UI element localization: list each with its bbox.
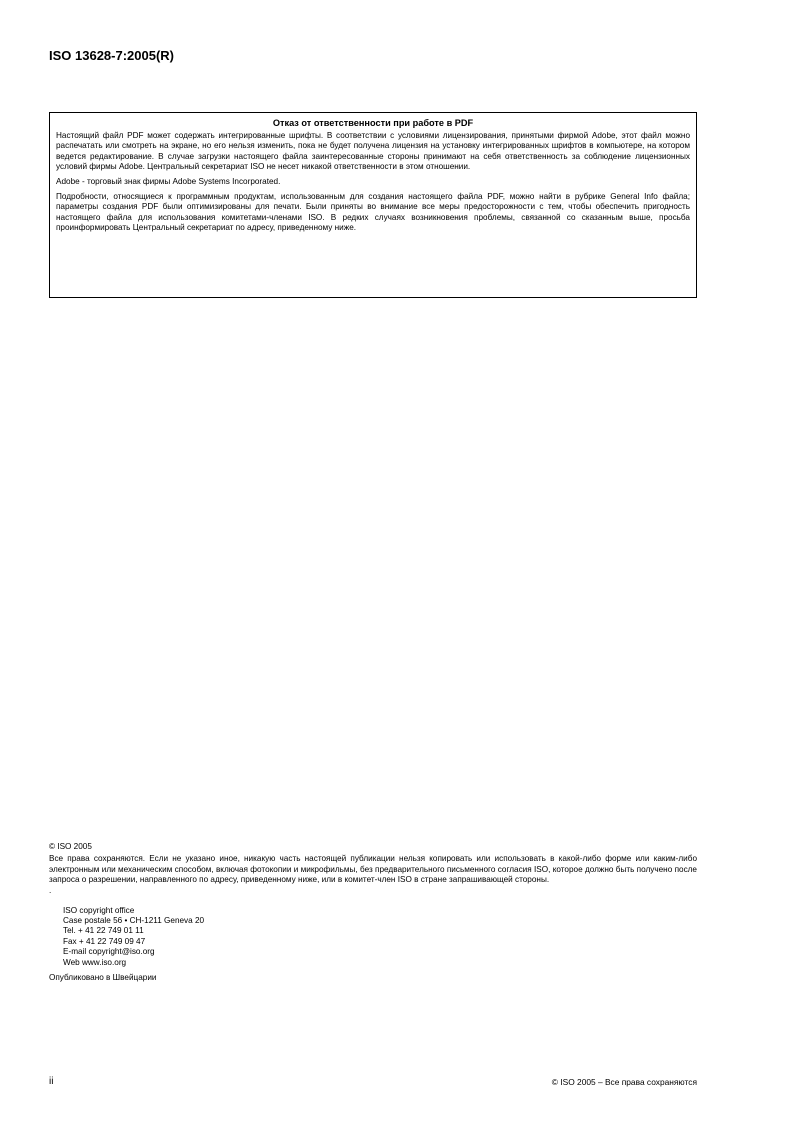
copyright-block — [49, 842, 697, 983]
disclaimer-title: Отказ от ответственности при работе в PDF — [272, 118, 474, 128]
copyright-line: © ISO 2005 — [49, 842, 92, 851]
separator-dot: . — [49, 885, 52, 895]
page-number: ii — [49, 1076, 54, 1087]
document-id: ISO 13628-7:2005(R) — [49, 48, 175, 63]
copyright-office-address — [63, 906, 697, 968]
address-fax: Fax + 41 22 749 09 47 — [63, 936, 146, 946]
pdf-disclaimer-box — [49, 112, 697, 298]
address-postal: Case postale 56 • CH-1211 Geneva 20 — [63, 916, 205, 926]
disclaimer-paragraph-trademark: Adobe - торговый знак фирмы Adobe Systems Incorporated. — [56, 177, 281, 187]
rights-reserved-text: Все права сохраняются. Если не указано иное, никакую часть настоящей публикации нельзя копировать или использовать в какой-либо форме или каким-либо электронным или механическим способом, включая фотокопии и микрофильмы, без предварительного письменного согласия ISO, которое должно быть получено после запроса о разрешении, направленного по адресу, приведенному ниже, или в комитет-член ISO в стране запрашивающей стороны. — [49, 854, 697, 885]
address-email: E-mail copyright@iso.org — [63, 947, 155, 957]
footer-copyright: © ISO 2005 – Все права сохраняются — [551, 1077, 697, 1087]
address-office: ISO copyright office — [63, 905, 135, 915]
address-web: Web www.iso.org — [63, 957, 127, 967]
address-tel: Tel. + 41 22 749 01 11 — [63, 926, 144, 936]
published-in: Опубликовано в Швейцарии — [49, 972, 157, 982]
disclaimer-paragraph-details: Подробности, относящиеся к программным продуктам, использованным для создания настоящего файла PDF, можно найти в рубрике General Info файла; параметры создания PDF были оптимизированы для печати. Были приняты во внимание все меры предосторожности с тем, чтобы обеспечить пригодность настоящего файла для использования комитетами-членами ISO. В редких случаях возникновения проблемы, связанной со сказанным выше, просьба проинформировать Центральный секретариат по адресу, приведенному ниже. — [56, 192, 690, 232]
disclaimer-paragraph-fonts: Настоящий файл PDF может содержать интегрированные шрифты. В соответствии с условиями лицензирования, принятыми фирмой Adobe, этот файл можно распечатать или смотреть на экране, но его нельзя изменить, пока не будет получена лицензия на установку интегрированных шрифтов в компьютере, на котором ведется редактирование. В случае загрузки настоящего файла заинтересованные стороны принимают на себя ответственность за соблюдение лицензионных условий фирмы Adobe. Центральный секретариат ISO не несет никакой ответственности в этом отношении. — [56, 131, 690, 171]
